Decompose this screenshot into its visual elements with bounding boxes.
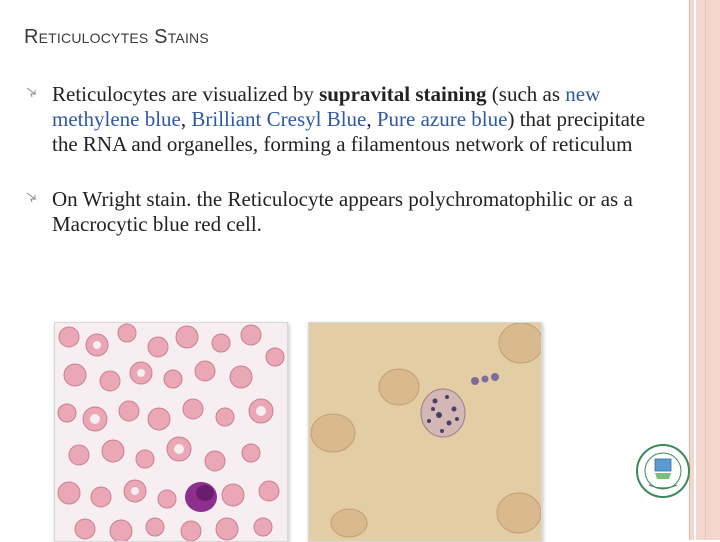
blood-smear-wright-stain-image xyxy=(54,322,288,542)
bullet-arrow-icon xyxy=(26,86,38,98)
text-run: ) that precipitate the RNA and organelles, forming a filamentous network of reticulum xyxy=(52,107,646,156)
text-run: , xyxy=(180,107,192,131)
bullet-arrow-icon xyxy=(26,191,38,203)
slide-edge-line xyxy=(694,0,696,540)
university-seal-logo xyxy=(635,443,691,499)
text-run-bold: supravital staining xyxy=(319,82,487,106)
text-run: (such as xyxy=(486,82,566,106)
blood-smear-supravital-stain-image xyxy=(308,322,542,542)
stain-name: Pure azure blue xyxy=(376,107,508,131)
slide-title: Reticulocytes Stains xyxy=(24,26,209,48)
bullet-text xyxy=(52,82,645,156)
slide-edge-line xyxy=(705,0,706,540)
bullet-item xyxy=(26,82,666,157)
bullet-item xyxy=(26,187,666,237)
stain-name: Brilliant Cresyl Blue xyxy=(191,107,367,131)
text-run: , xyxy=(366,107,377,131)
bullet-text: On Wright stain. the Reticulocyte appears polychromatophilic or as a Macrocytic blue red cell. xyxy=(52,187,633,236)
stain-name: new methylene blue xyxy=(52,82,601,131)
slide-body xyxy=(26,82,666,267)
text-run: Reticulocytes are visualized by xyxy=(52,82,320,106)
